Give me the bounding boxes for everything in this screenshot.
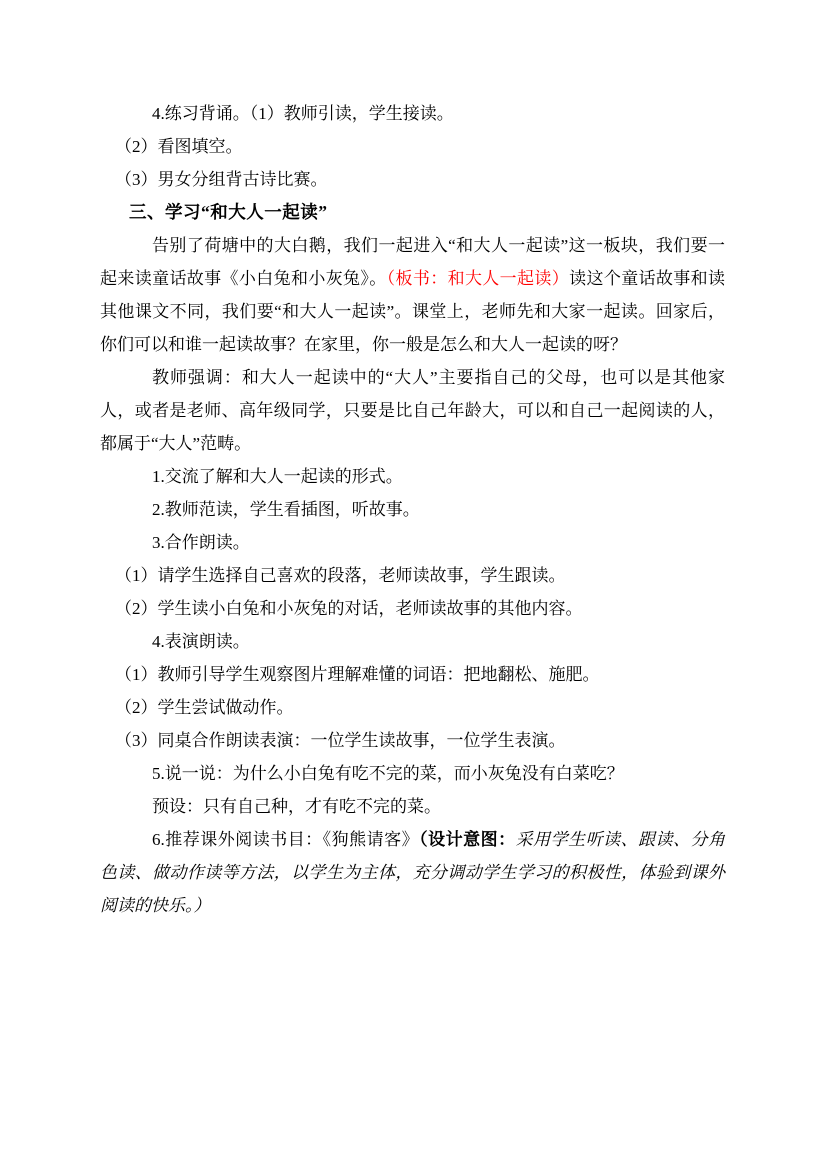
sub-item-read-dialogue: （2）学生读小白兔和小灰兔的对话，老师读故事的其他内容。	[115, 599, 583, 618]
design-intent-label: （设计意图：	[419, 830, 516, 849]
paragraph-teacher-emphasis: 教师强调：和大人一起读中的“大人”主要指自己的父母，也可以是其他家人，或者是老师、高年级同学，只要是比自己年龄大，可以和自己一起阅读的人，都属于“大人”范畴。	[100, 368, 725, 453]
section-heading-read-with-adults: 三、学习“和大人一起读”	[129, 202, 328, 222]
list-item-1-discuss-forms: 1.交流了解和大人一起读的形式。	[152, 467, 403, 486]
paragraph-preset-answer: 预设：只有自己种，才有吃不完的菜。	[152, 797, 441, 816]
paragraph-practice-recite: 4.练习背诵。（1）教师引读，学生接读。	[152, 104, 454, 123]
list-item-4-performance-reading: 4.表演朗读。	[152, 632, 250, 651]
sub-item-understand-words: （1）教师引导学生观察图片理解难懂的词语：把地翻松、施肥。	[115, 665, 600, 684]
list-item-5-discussion-question: 5.说一说：为什么小白兔有吃不完的菜，而小灰兔没有白菜吃？	[152, 764, 624, 783]
board-note-red: （板书：和大人一起读）	[386, 269, 570, 288]
document-body	[100, 97, 725, 922]
paragraph-intro-read-with-adults	[100, 229, 725, 361]
list-item-3-cooperative-reading: 3.合作朗读。	[152, 533, 250, 552]
intro-text-pre: 告别了荷塘中的大白鹅，我们一起进入“和大人一起读”这一板块，我们要一起来读童话故事《小白兔和小灰兔》。	[100, 236, 725, 288]
list-item-fill-blank: （2）看图填空。	[115, 137, 243, 156]
recommended-reading-text: 6.推荐课外阅读书目：《狗熊请客》	[152, 830, 420, 849]
design-intent-note: 采用学生听读、跟读、分角色读、做动作读等方法，以学生为主体，充分调动学生学习的积极性，体验到课外阅读的快乐。）	[100, 830, 726, 915]
sub-item-deskmate-performance: （3）同桌合作朗读表演：一位学生读故事，一位学生表演。	[115, 731, 566, 750]
sub-item-try-actions: （2）学生尝试做动作。	[115, 698, 294, 717]
sub-item-choose-paragraph: （1）请学生选择自己喜欢的段落，老师读故事，学生跟读。	[115, 566, 566, 585]
list-item-recite-contest: （3）男女分组背古诗比赛。	[115, 170, 328, 189]
paragraph-recommended-reading	[100, 823, 725, 922]
list-item-2-teacher-model-reading: 2.教师范读，学生看插图，听故事。	[152, 500, 420, 519]
intro-text-post: 读这个童话故事和读其他课文不同，我们要“和大人一起读”。课堂上，老师先和大家一起读。回家后，你们可以和谁一起读故事？在家里，你一般是怎么和大人一起读的呀？	[100, 269, 726, 354]
